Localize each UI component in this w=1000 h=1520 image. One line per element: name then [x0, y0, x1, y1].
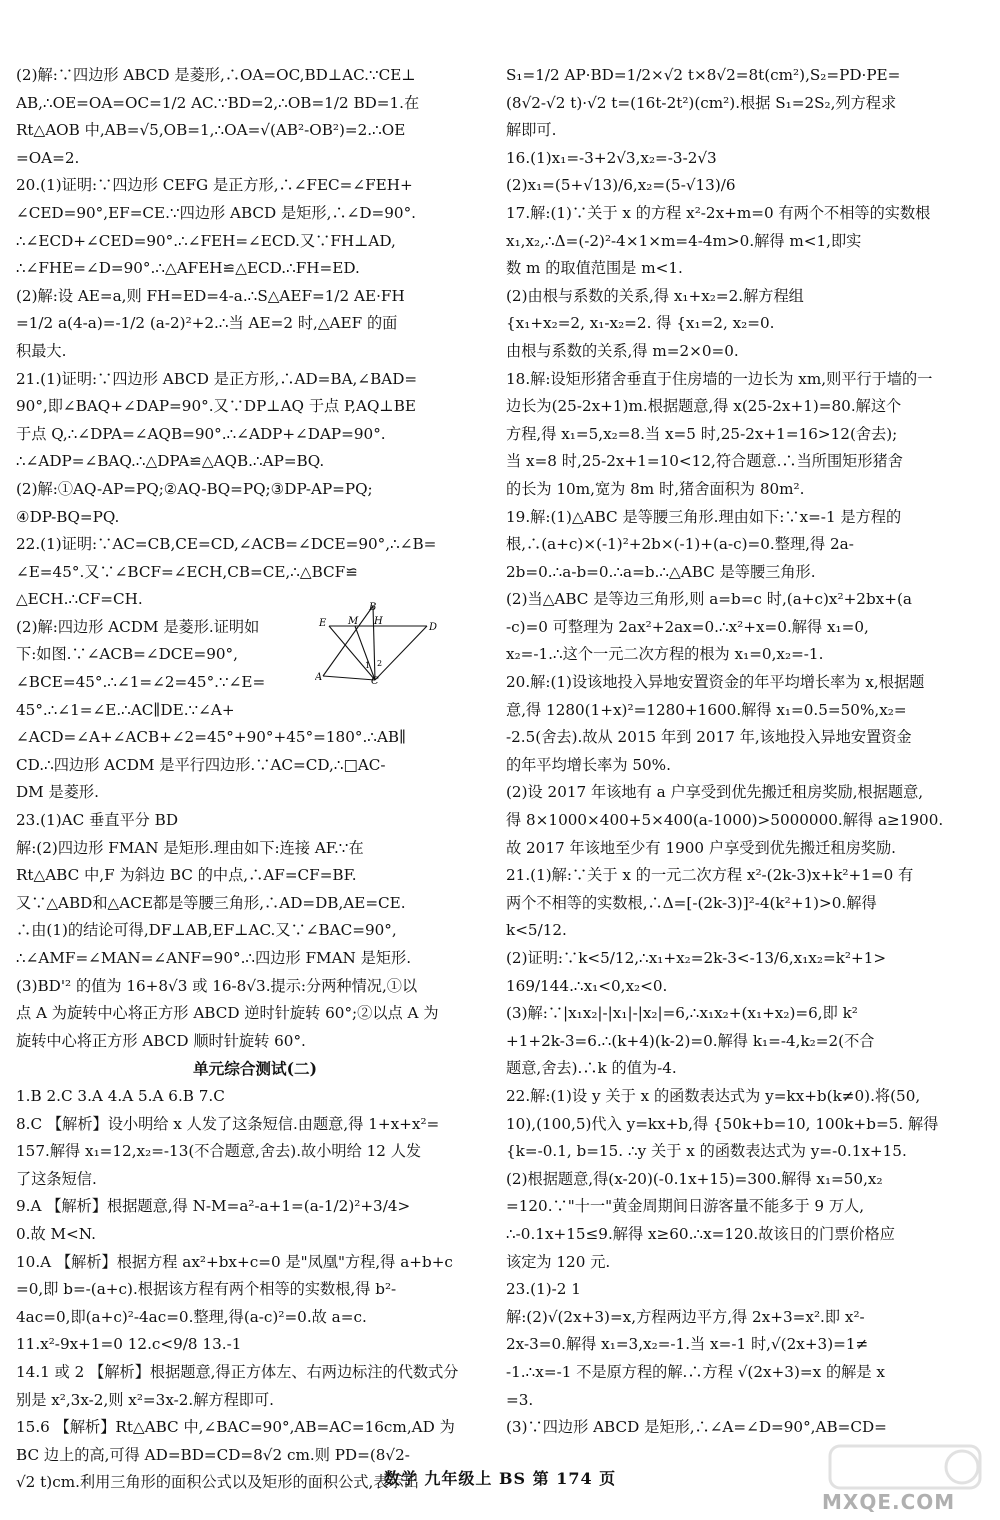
text-line: ∴∠FHE=∠D=90°.∴△AFEH≌△ECD.∴FH=ED. [16, 259, 360, 278]
text-line: 旋转中心将正方形 ABCD 顺时针旋转 60°. [16, 1031, 306, 1050]
text-line: 别是 x²,3x-2,则 x²=3x-2.解方程即可. [16, 1390, 275, 1409]
text-line: 得 8×1000×400+5×400(a-1000)>5000000.解得 a≥1900. [506, 811, 944, 830]
text-line: 20.(1)证明:∵四边形 CEFG 是正方形,∴∠FEC=∠FEH+ [16, 176, 413, 195]
text-line: 90°,即∠BAQ+∠DAP=90°.又∵DP⊥AQ 于点 P,AQ⊥BE [16, 397, 416, 416]
text-line: S₁=1/2 AP·BD=1/2×√2 t×8√2=8t(cm²),S₂=PD·PE= [506, 66, 901, 84]
text-line: 10),(100,5)代入 y=kx+b,得 {50k+b=10, 100k+b=5. 解得 [506, 1114, 939, 1133]
text-line: 21.(1)证明:∵四边形 ABCD 是正方形,∴AD=BA,∠BAD= [16, 369, 418, 388]
text-line: (2)由根与系数的关系,得 x₁+x₂=2.解方程组 [506, 286, 804, 305]
watermark-text: MXQE.COM [822, 1490, 956, 1514]
text-line: 根,∴(a+c)×(-1)²+2b×(-1)+(a-c)=0.整理,得 2a- [506, 535, 854, 554]
fig-label: C [371, 676, 379, 684]
geometry-figure [315, 602, 440, 684]
text-line: {x₁+x₂=2, x₁-x₂=2. 得 {x₁=2, x₂=0. [506, 314, 775, 333]
text-line: ∴∠AMF=∠MAN=∠ANF=90°.∴四边形 FMAN 是矩形. [16, 949, 412, 967]
text-line: (2)解:∵四边形 ABCD 是菱形,∴OA=OC,BD⊥AC.∵CE⊥ [16, 66, 416, 84]
text-line: ∠ACD=∠A+∠ACB+∠2=45°+90°+45°=180°.∴AB∥ [16, 728, 407, 747]
fig-label: H [374, 616, 383, 627]
text-line: 23.(1)AC 垂直平分 BD [16, 811, 178, 830]
text-line: Rt△AOB 中,AB=√5,OB=1,∴OA=√(AB²-OB²)=2.∴OE [16, 121, 406, 140]
text-line: -c)=0 可整理为 2ax²+2ax=0.∴x²+x=0.解得 x₁=0, [506, 617, 869, 636]
text-line: 18.解:设矩形猪舍垂直于住房墙的一边长为 xm,则平行于墙的一 [506, 369, 933, 388]
text-line: -2.5(舍去).故从 2015 年到 2017 年,该地投入异地安置资金 [506, 728, 912, 747]
text-line: 题意,舍去).∴k 的值为-4. [506, 1059, 677, 1078]
text-line: DM 是菱形. [16, 783, 99, 802]
text-line: 数 m 的取值范围是 m<1. [506, 259, 683, 278]
text-line: 23.(1)-2 1 [506, 1280, 581, 1299]
text-line: {k=-0.1, b=15. ∴y 关于 x 的函数表达式为 y=-0.1x+15. [506, 1142, 907, 1161]
text-line: 两个不相等的实数根,∴Δ=[-(2k-3)]²-4(k²+1)>0.解得 [506, 893, 877, 912]
text-line: ∠BCE=45°.∴∠1=∠2=45°.∵∠E= [16, 673, 266, 692]
page-footer: 数学 九年级上 BS 第 174 页 [383, 1469, 617, 1488]
text-line: 故 2017 年该地至少有 1900 户享受到优先搬迁租房奖励. [506, 838, 897, 857]
text-line: ∴由(1)的结论可得,DF⊥AB,EF⊥AC.又∵∠BAC=90°, [16, 921, 397, 940]
text-line: =OA=2. [16, 148, 80, 167]
text-line: (2)解:①AQ-AP=PQ;②AQ-BQ=PQ;③DP-AP=PQ; [16, 479, 373, 498]
fig-label: 1 [365, 661, 371, 670]
text-line: 由根与系数的关系,得 m=2×0=0. [506, 341, 739, 360]
text-line: =1/2 a(4-a)=-1/2 (a-2)²+2.∴当 AE=2 时,△AEF 的面 [16, 314, 398, 333]
text-line: AB,∴OE=OA=OC=1/2 AC.∵BD=2,∴OB=1/2 BD=1.在 [16, 93, 420, 112]
text-line: ∴-0.1x+15≤9.解得 x≥60.∴x=120.故该日的门票价格应 [506, 1224, 895, 1243]
text-line: 当 x=8 时,25-2x+1=10<12,符合题意.∴当所围矩形猪舍 [506, 452, 903, 471]
text-line: 19.解:(1)△ABC 是等腰三角形.理由如下:∵x=-1 是方程的 [506, 507, 902, 526]
text-line: 4ac=0,即(a+c)²-4ac=0.整理,得(a-c)²=0.故 a=c. [16, 1307, 367, 1326]
text-line: (2)解:设 AE=a,则 FH=ED=4-a.∴S△AEF=1/2 AE·FH [16, 286, 405, 305]
text-line: (2)解:四边形 ACDM 是菱形.证明如 [16, 617, 260, 636]
text-line: ∴∠ADP=∠BAQ.∴△DPA≌△AQB.∴AP=BQ. [16, 452, 325, 471]
right-column [506, 62, 984, 1442]
text-line: ∠CED=90°,EF=CE.∵四边形 ABCD 是矩形,∴∠D=90°. [16, 203, 417, 222]
text-line: 8.C 【解析】设小明给 x 人发了这条短信.由题意,得 1+x+x²= [16, 1114, 440, 1133]
text-line: 15.6 【解析】Rt△ABC 中,∠BAC=90°,AB=AC=16cm,AD 为 [16, 1418, 455, 1437]
text-line: x₁,x₂,∴Δ=(-2)²-4×1×m=4-4m>0.解得 m<1,即实 [506, 231, 862, 250]
text-line: ④DP-BQ=PQ. [16, 507, 120, 526]
text-line: -1.∴x=-1 不是原方程的解.∴方程 √(2x+3)=x 的解是 x [506, 1362, 885, 1381]
text-line: 1.B 2.C 3.A 4.A 5.A 6.B 7.C [16, 1086, 225, 1105]
text-line: 17.解:(1)∵关于 x 的方程 x²-2x+m=0 有两个不相等的实数根 [506, 203, 931, 222]
fig-label: B [369, 602, 377, 613]
text-line: 10.A 【解析】根据方程 ax²+bx+c=0 是"凤凰"方程,得 a+b+c [16, 1252, 453, 1271]
text-line: 该定为 120 元. [506, 1252, 611, 1271]
text-line: 9.A 【解析】根据题意,得 N-M=a²-a+1=(a-1/2)²+3/4> [16, 1197, 411, 1216]
section-heading: 单元综合测试(二) [193, 1059, 317, 1079]
text-line: 解即可. [506, 121, 557, 140]
text-line: x₂=-1.∴这个一元二次方程的根为 x₁=0,x₂=-1. [506, 645, 824, 664]
text-line: +1+2k-3=6.∴(k+4)(k-2)=0.解得 k₁=-4,k₂=2(不合 [506, 1031, 875, 1050]
left-column [16, 62, 494, 1497]
text-line: 的年平均增长率为 50%. [506, 755, 671, 774]
text-line: k<5/12. [506, 921, 567, 940]
text-line: 22.解:(1)设 y 关于 x 的函数表达式为 y=kx+b(k≠0).将(50, [506, 1086, 921, 1105]
text-line: 点 A 为旋转中心将正方形 ABCD 逆时针旋转 60°;②以点 A 为 [16, 1004, 439, 1023]
fig-label: M [348, 616, 359, 627]
text-line: 解:(2)√(2x+3)=x,方程两边平方,得 2x+3=x².即 x²- [506, 1307, 865, 1326]
text-line: 边长为(25-2x+1)m.根据题意,得 x(25-2x+1)=80.解这个 [506, 397, 902, 416]
text-line: 于点 Q,∴∠DPA=∠AQB=90°.∴∠ADP+∠DAP=90°. [16, 424, 386, 443]
text-line: 20.解:(1)设该地投入异地安置资金的年平均增长率为 x,根据题 [506, 673, 925, 692]
fig-label: A [315, 672, 323, 683]
text-line: (3)解:∵|x₁x₂|-|x₁|-|x₂|=6,∴x₁x₂+(x₁+x₂)=6,即 k² [506, 1004, 858, 1023]
text-line: 11.x²-9x+1=0 12.c<9/8 13.-1 [16, 1335, 242, 1354]
text-line: (2)根据题意,得(x-20)(-0.1x+15)=300.解得 x₁=50,x₂ [506, 1169, 883, 1188]
text-line: (3)∵四边形 ABCD 是矩形,∴∠A=∠D=90°,AB=CD= [506, 1418, 887, 1437]
text-line: 14.1 或 2 【解析】根据题意,得正方体左、右两边标注的代数式分 [16, 1362, 459, 1381]
text-line: (3)BD'² 的值为 16+8√3 或 16-8√3.提示:分两种情况,①以 [16, 976, 418, 995]
fig-label: D [429, 622, 438, 633]
text-line: (2)设 2017 年该地有 a 户享受到优先搬迁租房奖励,根据题意, [506, 783, 924, 802]
text-line: 方程,得 x₁=5,x₂=8.当 x=5 时,25-2x+1=16>12(舍去); [506, 424, 898, 443]
text-line: 下:如图.∵∠ACB=∠DCE=90°, [16, 645, 238, 664]
text-line: 2b=0.∴a-b=0.∴a=b.∴△ABC 是等腰三角形. [506, 562, 816, 581]
text-line: 的长为 10m,宽为 8m 时,猪舍面积为 80m². [506, 479, 805, 498]
fig-label: 2 [377, 659, 383, 668]
text-line: =120.∵"十一"黄金周期间日游客量不能多于 9 万人, [506, 1197, 865, 1216]
text-line: 2x-3=0.解得 x₁=3,x₂=-1.当 x=-1 时,√(2x+3)=1≠ [506, 1335, 869, 1354]
text-line: ∠E=45°.又∵∠BCF=∠ECH,CB=CE,∴△BCF≌ [16, 562, 358, 581]
text-line: 又∵△ABD和△ACE都是等腰三角形,∴AD=DB,AE=CE. [16, 893, 406, 912]
text-line: △ECH.∴CF=CH. [16, 590, 143, 609]
text-line: =0,即 b=-(a+c).根据该方程有两个相等的实数根,得 b²- [16, 1280, 397, 1299]
text-line: 了这条短信. [16, 1169, 97, 1188]
text-line: (2)当△ABC 是等边三角形,则 a=b=c 时,(a+c)x²+2bx+(a [506, 590, 912, 609]
text-line: 22.(1)证明:∵AC=CB,CE=CD,∠ACB=∠DCE=90°,∴∠B= [16, 535, 437, 554]
text-line: (2)证明:∵k<5/12,∴x₁+x₂=2k-3<-13/6,x₁x₂=k²+1> [506, 949, 887, 967]
text-line: ∴∠ECD+∠CED=90°.∴∠FEH=∠ECD.又∵FH⊥AD, [16, 231, 396, 250]
text-line: =3. [506, 1390, 534, 1409]
text-line: 意,得 1280(1+x)²=1280+1600.解得 x₁=0.5=50%,x₂= [506, 700, 907, 719]
text-line: (8√2-√2 t)·√2 t=(16t-2t²)(cm²).根据 S₁=2S₂,列方程求 [506, 93, 897, 112]
text-line: 157.解得 x₁=12,x₂=-13(不合题意,舍去).故小明给 12 人发 [16, 1142, 422, 1161]
text-line: 21.(1)解:∵关于 x 的一元二次方程 x²-(2k-3)x+k²+1=0 有 [506, 866, 914, 885]
text-line: 0.故 M<N. [16, 1224, 96, 1243]
text-line: (2)x₁=(5+√13)/6,x₂=(5-√13)/6 [506, 176, 736, 195]
text-line: √2 t)cm.利用三角形的面积公式以及矩形的面积公式,表示出 [16, 1473, 419, 1492]
text-line: Rt△ABC 中,F 为斜边 BC 的中点,∴AF=CF=BF. [16, 866, 357, 885]
text-line: CD.∴四边形 ACDM 是平行四边形.∵AC=CD,∴□AC- [16, 755, 386, 774]
text-line: 16.(1)x₁=-3+2√3,x₂=-3-2√3 [506, 148, 717, 167]
text-line: 169/144.∴x₁<0,x₂<0. [506, 976, 668, 995]
text-line: 45°.∴∠1=∠E.∴AC∥DE.∵∠A+ [16, 700, 235, 719]
fig-label: E [319, 618, 327, 629]
text-line: 解:(2)四边形 FMAN 是矩形.理由如下:连接 AF.∵在 [16, 838, 364, 857]
text-line: BC 边上的高,可得 AD=BD=CD=8√2 cm.则 PD=(8√2- [16, 1445, 410, 1464]
text-line: 积最大. [16, 341, 67, 360]
